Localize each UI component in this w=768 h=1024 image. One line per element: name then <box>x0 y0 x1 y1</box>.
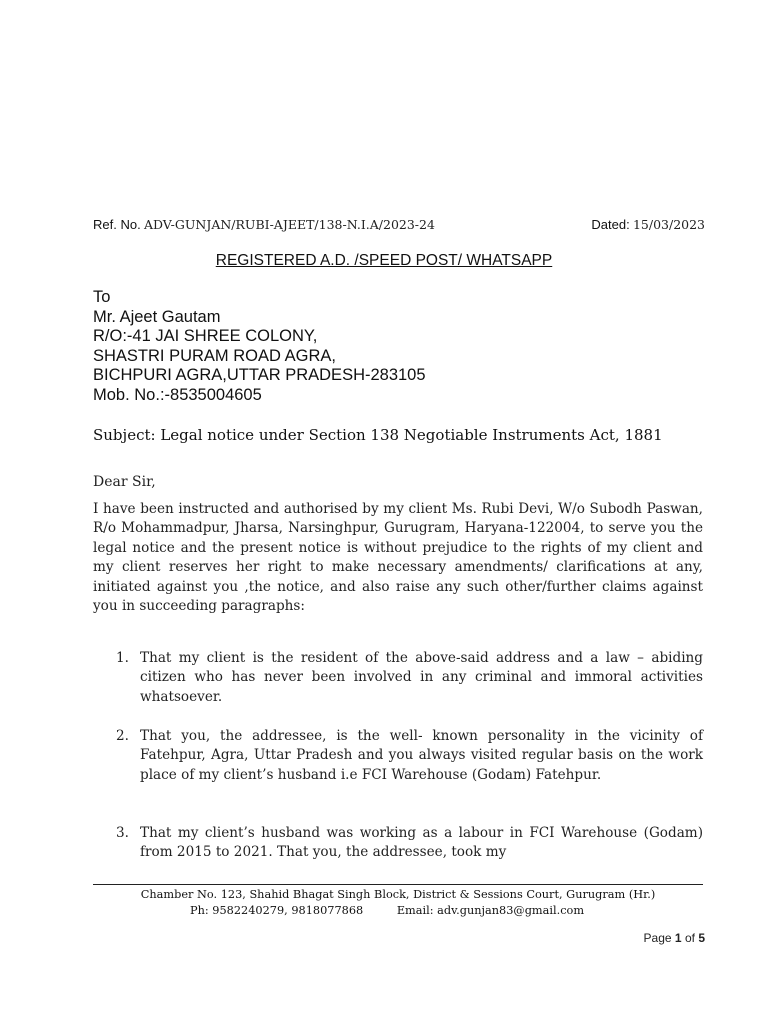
delivery-mode-heading <box>0 252 768 270</box>
contact-line <box>93 903 703 919</box>
address-line: Mr. Ajeet Gautam <box>93 307 221 326</box>
dated-value: 15/03/2023 <box>632 217 705 232</box>
ref-value: ADV-GUNJAN/RUBI-AJEET/138-N.I.A/2023-24 <box>143 217 435 232</box>
total-pages: 5 <box>698 931 705 945</box>
date-block <box>591 217 705 233</box>
list-item <box>93 727 703 785</box>
delivery-mode-text: REGISTERED A.D. /SPEED POST/ WHATSAPP <box>215 252 553 269</box>
chamber-address: Chamber No. 123, Shahid Bhagat Singh Block, District & Sessions Court, Gurugram (Hr.) <box>140 888 656 901</box>
ref-label: Ref. No. <box>93 217 141 232</box>
list-item-number: 3. <box>116 825 129 841</box>
list-item-text: That my client’s husband was working as a labour in FCI Warehouse (Godam) from 2015 to 2021. That you, the addressee, took my <box>140 825 703 861</box>
list-item <box>93 824 703 863</box>
salutation: Dear Sir, <box>93 474 156 490</box>
of-word: of <box>684 931 695 945</box>
footer-divider <box>93 884 703 885</box>
reference-line <box>93 217 705 237</box>
intro-paragraph: I have been instructed and authorised by my client Ms. Rubi Devi, W/o Subodh Paswan, R/o Mohammadpur, Jharsa, Narsinghpur, Gurugram, Haryana-122004, to serve you the legal notice and the present notice is without prejudice to the rights of my client and my client reserves her right to make necessary amendments/ clarifications at any, initiated against you ,the notice, and also raise any such other/further claims against you in succeeding paragraphs: <box>93 501 703 615</box>
page-indicator <box>644 931 705 945</box>
email-address: Email: adv.gunjan83@gmail.com <box>396 903 585 917</box>
dated-label: Dated: <box>591 217 630 232</box>
page-word: Page <box>643 931 672 945</box>
address-line: SHASTRI PURAM ROAD AGRA, <box>93 346 336 365</box>
address-line: R/O:-41 JAI SHREE COLONY, <box>93 327 318 346</box>
address-line: To <box>93 288 111 306</box>
letterhead-footer <box>93 887 703 918</box>
recipient-address <box>93 288 426 406</box>
list-item-text: That you, the addressee, is the well- known personality in the vicinity of Fatehpur, Agra, Uttar Pradesh and you always visited regular basis on the work place of my client’s husband i.e FCI Warehouse (Godam) Fatehpur. <box>140 728 703 783</box>
list-item <box>93 649 703 707</box>
phone-numbers: Ph: 9582240279, 9818077868 <box>190 903 364 917</box>
list-item-text: That my client is the resident of the above-said address and a law – abiding citizen who has never been involved in any criminal and immoral activities whatsoever. <box>140 650 703 705</box>
list-item-number: 1. <box>116 650 129 666</box>
reference-number <box>93 217 435 233</box>
subject-line: Subject: Legal notice under Section 138 Negotiable Instruments Act, 1881 <box>93 426 663 444</box>
list-item-number: 2. <box>116 728 129 744</box>
address-line: Mob. No.:-8535004605 <box>93 385 262 404</box>
current-page: 1 <box>674 931 682 945</box>
address-line: BICHPURI AGRA,UTTAR PRADESH-283105 <box>93 366 426 385</box>
